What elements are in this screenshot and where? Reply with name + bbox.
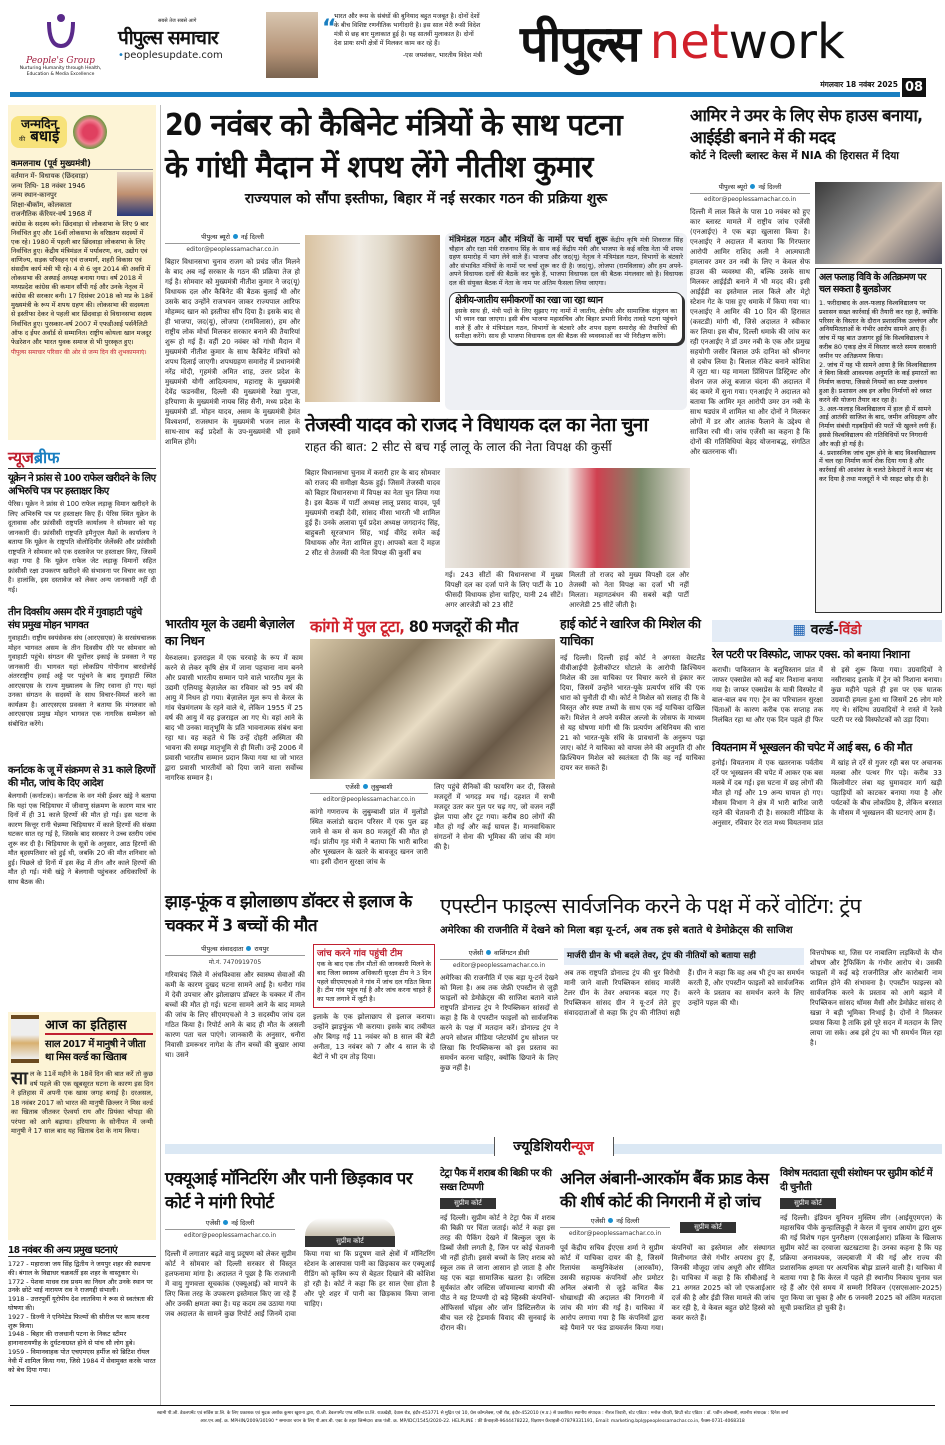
lead-headline-2: के गांधी मैदान में शपथ लेंगे नीतीश कुमार xyxy=(165,150,593,185)
dot-icon xyxy=(363,784,368,789)
brief-headline: यूक्रेन ने फ्रांस से 100 राफेल खरीदने के लिए अभिरुचि पत्र पर हस्ताक्षर किए xyxy=(8,473,156,497)
congo-headline-red: कांगो में पुल टूटा, xyxy=(310,617,405,636)
al-falah-point: 1. फरीदाबाद के अल-फलाह विश्वविद्यालय पर प्रशासन सख्त कार्रवाई की तैयारी कर रहा है, क्योंकि परिसर के विस्तार के दौरान प्रशासनिक उल्लंघन और अनियमितताओं के गंभीर आरोप सामने आए हैं। जांच में यह बात उजागर हुई कि विश्वविद्यालय ने करीब 80 एकड़ क्षेत्र में विस्तार करते समय सरकारी जमीन पर अतिक्रमण किया। xyxy=(819,299,938,360)
brief-item xyxy=(8,606,156,758)
brief-headline: तीन दिवसीय असम दौरे में गुवाहाटी पहुंचे संघ प्रमुख मोहन भागवत xyxy=(8,607,142,631)
peoples-group-emblem-icon xyxy=(41,12,81,52)
amir-arrest-photo xyxy=(815,182,942,264)
byline-place: नई दिल्ली xyxy=(240,233,264,241)
jhad-right-column xyxy=(313,944,435,1130)
judiciary-band xyxy=(165,1137,942,1161)
aqi-meta-row xyxy=(165,1218,435,1247)
byline-source: एजेंसी xyxy=(205,1219,221,1227)
quote-text: भारत और रूस के संबंधों की बुनियाद बहुत मजबूत है। दोनों देशों के बीच विशिष्ट रणनीतिक भागीदारी है। इस साल मेरी रूसी विदेश मंत्री से छह बार मुलाकात हुई है। यह सातवीं मुलाकात है। दोनों देश प्रायः सभी क्षेत्रों में मिलकर काम कर रहे हैं। xyxy=(334,13,481,47)
flower-bouquet-icon xyxy=(73,115,107,149)
issue-date: मंगलवार 18 नवंबर 2025 xyxy=(820,80,898,89)
birthday-fact: राजनीतिक कॅरियर-वर्ष 1968 में xyxy=(11,210,92,218)
group-tagline: Nurturing Humanity through Health, Education & Media Excellence xyxy=(19,66,102,77)
news-brief xyxy=(8,446,156,1006)
supreme-court-label: सुप्रीम कोर्ट xyxy=(305,1236,395,1247)
cabinet-box-body: केंद्रीय कृषि मंत्री शिवराज सिंह चौहान और रक्षा मंत्री राजनाथ सिंह के साथ कई केंद्रीय मंत्री और भाजपा के कई वरिष्ठ नेता भी शपथ ग्रहण समारोह में भाग लेने वाले हैं। भाजपा और जद(यू) नेतृत्व ने मंत्रिमंडल गठन, विभागों के बंटवारे और संभावित मंत्रियों के नामों पर चर्चा शुरू कर दी है। जद(यू), लोजपा (रामविलास) और हम अपने-अपने विधायक दलों की बैठकें कर चुके हैं, भाजपा विधायक दल की बैठक मंगलवार को है। विधायक दल की संयुक्त बैठक में नेता के नाम पर अंतिम फैसला लिया जाएगा। xyxy=(449,236,683,287)
congo-body-2: लिए पहुंचे सैनिकों की फायरिंग कर दी, जिससे मजदूरों में भगदड़ मच गई। दहशत में सभी मजदूर उतर कर पुल पर चढ़ गए, जो वजन नहीं झेल पाया और टूट गया। करीब 80 लोगों की मौत हो गई और कई घायल हैं। मानवाधिकार संगठनों ने सेना की भूमिका की जांच की मांग की है। xyxy=(434,783,555,851)
history-box xyxy=(8,1012,156,1240)
brief-headline: कर्नाटक के जू में संक्रमण से 31 काले हिरणों की मौत, जांच के दिए आदेश xyxy=(8,765,155,789)
network-title xyxy=(520,8,920,78)
birthday-fact: जन्म स्थान-कानपुर xyxy=(11,191,57,199)
world-window-band xyxy=(712,620,942,642)
tejashwi-text-3: मिलती तो राजद को मुख्य विपक्षी दल और तेजस्वी को नेता विपक्ष का दर्जा भी नहीं मिलता। महागठबंधन की सबसे बड़ी पार्टी आरजेडी 25 सीटें जीती है। xyxy=(569,571,689,609)
greene-box-body: अब तक राष्ट्रपति डोनाल्ड ट्रंप की धुर विरोधी मानी जाने वाली रिपब्लिकन सांसद मार्जरी टेलर ग्रीन के तेवर अचानक बदल गए हैं। रिपब्लिकन सांसद ग्रीन ने यू-टर्न लेते हुए संवाददाताओं से कहा कि ट्रंप की नीतियां सही हैं। ग्रीन ने कहा कि वह अब भी ट्रंप का समर्थन करती हैं, और एपस्टीन फाइलों को सार्वजनिक करने के प्रस्ताव का समर्थन करने के लिए उन्होंने पहल की थी। xyxy=(564,969,804,1017)
judiciary-story-ambani xyxy=(560,1167,775,1402)
byline xyxy=(165,232,300,244)
judiciary-story-sir xyxy=(780,1167,942,1402)
group-name: People's Group xyxy=(26,56,95,66)
judiciary-title-a: ज्यूडिशियरी xyxy=(513,1139,572,1155)
news-brief-title-b: ब्रीफ xyxy=(33,448,60,467)
world-window xyxy=(712,620,942,882)
amir-headline: आमिर ने उमर के लिए सेफ हाउस बनाया, आईईडी बनाने में की मदद xyxy=(690,106,923,147)
dot-icon xyxy=(750,184,755,189)
email-link[interactable]: editor@peoplessamachar.co.in xyxy=(322,796,416,803)
cabinet-box xyxy=(445,233,687,410)
judiciary-title-b: न्यूज xyxy=(571,1139,594,1155)
byline-place: वाशिंगटन डीसी xyxy=(494,949,530,957)
news-brief-title xyxy=(8,446,156,469)
history-header xyxy=(11,1015,153,1064)
dot-icon xyxy=(246,946,251,951)
quote-box xyxy=(322,12,482,90)
aqi-body: दिल्ली में लगातार बढ़ते वायु प्रदूषण को लेकर सुप्रीम कोर्ट ने सोमवार को दिल्ली सरकार से विस्तृत हलफनामा मांगा है। अदालत ने पूछा है कि राजधानी में वायु गुणवत्ता सूचकांक (एक्यूआई) को मापने के लिए किस तरह के उपकरण इस्तेमाल किए जा रहे हैं और उनकी क्षमता क्या है। यह कदम तब उठाया गया जब अदालत के सामने कुछ रिपोर्ट आईं जिनमें दावा किया गया था कि प्रदूषण वाले क्षेत्रों में मॉनिटरिंग स्टेशन के आसपास पानी का छिड़काव कर एक्यूआई रीडिंग को कृत्रिम रूप से बेहतर दिखाने की कोशिश हो रही है। कोर्ट ने कहा कि हर साल ऐसा होता है और पूरे शहर में पानी का छिड़काव किया जाना चाहिए। xyxy=(165,1250,435,1318)
al-falah-point: 2. जांच में यह भी सामने आया है कि विश्वविद्यालय ने बिना किसी आवश्यक अनुमति के कई इमारतों का निर्माण कराया, जिससे नियमों का स्पष्ट उल्लंघन हुआ है। प्रशासन अब इन अवैध निर्माणों को ध्वस्त करने की योजना तैयार कर रहा है। xyxy=(819,360,937,404)
judiciary-title xyxy=(494,1137,614,1156)
byline xyxy=(310,782,428,794)
email-link[interactable]: editor@peoplessamachar.co.in xyxy=(183,1232,277,1239)
tejashwi-subhead: राहत की बात: 2 सीट से बच गई लालू के लाल की नेता विपक्ष की कुर्सी xyxy=(305,440,612,454)
birthday-fact: शिक्षा-बीकॉम, कोलकाता xyxy=(11,200,72,209)
ambani-meta-row xyxy=(560,1216,775,1241)
jhad-body-2: इलाके के एक झोलाछाप से इलाज कराया। उन्होंने झाड़फूंक भी कराया। इसके बाद तबीयत और बिगड़ गई 11 नवंबर को 8 साल की बेटी अनीता, 13 नवंबर को 7 और 4 साल के दो बेटों ने भी दम तोड़ दिया। xyxy=(313,1012,435,1061)
birthday-facts-row xyxy=(11,172,153,220)
byline-source: एजेंसी xyxy=(345,783,360,791)
tejashwi-text-2: गई। 243 सीटों की विधानसभा में मुख्य विपक्षी दल का दर्जा पाने के लिए पार्टी के 10 फीसदी विधायक होना चाहिए, यानी 24 सीटें। अगर आरजेडी को 23 सीटें xyxy=(445,571,563,609)
globe-window-icon: ▦ xyxy=(792,622,806,638)
byline-source: पीपुल्स ब्यूरो xyxy=(718,183,748,191)
amir-story xyxy=(690,105,942,615)
dot-icon xyxy=(608,1218,613,1223)
lead-text-column xyxy=(165,232,300,446)
birthday-fact: वर्तमान में- विधायक (छिंदवाड़ा) xyxy=(11,172,89,180)
supreme-court-label: सुप्रीम कोर्ट xyxy=(680,1222,736,1233)
byline-source: पीपुल्स ब्यूरो xyxy=(201,233,230,241)
aqi-byline-block xyxy=(165,1218,295,1243)
birthday-fact: जन्म तिथि- 18 नवंबर 1946 xyxy=(11,181,86,190)
masthead-rule xyxy=(10,92,900,97)
supreme-court-label: सुप्रीम कोर्ट xyxy=(440,1198,496,1209)
bezalel-body: येरुशलम। इजराइल में एक चरवाहे के रूप में काम करने से लेकर कृषि क्षेत्र में जाना पहचाना नाम बनने और प्रवासी भारतीय सम्मान पाने वाले भारतीय मूल के उद्यमी एलियाहू बेज़ालेल का रविवार को 95 वर्ष की आयु में निधन हो गया। बेज़ालेल मूल रूप से केरल के गांव चेन्नमंगलम के रहने वाले थे, लेकिन 1955 में 25 वर्ष की आयु में वह इजराइल आ गए थे। वहां आने के बाद भी उनका मातृभूमि के प्रति भावनात्मक संबंध बना रहा था। वह कहते थे कि उन्हें दोहरी अस्मिता की भावना की समझ मातृभूमि से ही मिली। उन्हें 2006 में प्रवासी भारतीय सम्मान प्रदान किया गया था जो भारत द्वारा प्रवासी भारतीयों को दिया जाने वाला सर्वोच्च नागरिक सम्मान है। xyxy=(165,654,303,782)
birthday-wish: पीपुल्स समाचार परिवार की ओर से जन्म दिन की शुभकामनाएं। xyxy=(11,348,147,356)
epstein-subhead: अमेरिका की राजनीति में देखने को मिला बड़ा यू-टर्न, अब तक इसे बताते थे डेमोक्रेट्स की साजिश xyxy=(440,925,793,936)
lead-headline: 20 नवंबर को कैबिनेट मंत्रियों के साथ पटना xyxy=(165,108,623,143)
bezalel-headline: भारतीय मूल के उद्यमी बेज़ालेल का निधन xyxy=(165,616,294,648)
brief-item xyxy=(8,764,156,907)
al-falah-title: अल फलाह विवि के अतिक्रमण पर चल सकता है बुलडोजर xyxy=(819,272,926,295)
congo-story xyxy=(310,615,555,880)
events-title: 18 नवंबर की अन्य प्रमुख घटनाएं xyxy=(8,1242,156,1257)
jhad-story xyxy=(165,890,435,1130)
email-link[interactable]: editor@peoplessamachar.co.in xyxy=(703,196,797,203)
history-body-text: ल के 11वें महीने के 18वें दिन की बात करें तो कुछ वर्ष पहले की एक खूबसूरत घटना के कारण इस दिन ने इतिहास में अपनी एक खास जगह बनाई है। दरअसल, 18 नवंबर 2017 को भारत की मानुषी छिल्लर ने मिस वर्ल्ड का खिताब जीतकर ऐश्वर्या राय और प्रियंका चोपड़ा की परंपरा को आगे बढ़ाया। हरियाणा के सोनीपत में जन्मी मानुषी ने 17 साल बाद यह खिताब देश के नाम किया। xyxy=(11,1070,153,1135)
amir-text-column xyxy=(690,182,810,615)
jhad-headline: झाड़-फूंक व झोलाछाप डॉक्टर से इलाज के चक्कर में 3 बच्चों की मौत xyxy=(165,892,412,936)
birthday-header xyxy=(11,108,153,156)
title-net: net xyxy=(649,14,729,70)
al-falah-point: 4. प्रशासनिक जांच शुरू होने के बाद विश्वविद्यालय में चल रहा निर्माण कार्य रोक दिया गया है और कार्रवाई की आशंका के चलते ठेकेदारों ने काम बंद कर दिया है तथा मजदूरों ने भी साइट छोड़ दी है। xyxy=(819,448,936,483)
supreme-court-dome xyxy=(305,1218,395,1236)
birthday-title-big: बधाई xyxy=(30,127,60,145)
greene-box-title: मार्जरी ग्रीन के भी बदले तेवर, ट्रंप की नीतियों को बताया सही xyxy=(564,948,804,965)
al-falah-box xyxy=(815,268,942,613)
epstein-text-column xyxy=(440,948,558,1130)
sir-body: नई दिल्ली। इंडियन यूनियन मुस्लिम लीग (आईयूएमएल) के महासचिव पीके कुन्हालिकुट्टी ने केरल में चुनाव आयोग द्वारा शुरू की गई विशेष गहन पुनरीक्षण (एसआईआर) प्रक्रिया के खिलाफ सुप्रीम कोर्ट का दरवाजा खटखटाया है। उनका कहना है कि यह प्रक्रिया अनावश्यक, जल्दबाजी में की गई और राज्य की प्रशासनिक क्षमता पर अत्यधिक बोझ डालने वाली है। याचिका में बताया गया है कि केरल में पहले ही स्थानीय निकाय चुनाव चल रहे हैं और ऐसे समय में सम्मरी रिविजन (एसएसआर-2025) पूरा किया जा चुका है और 6 जनवरी 2025 को अंतिम मतदाता सूची प्रकाशित हो चुकी है। xyxy=(780,1214,942,1312)
epstein-body-3: वित्तपोषक था, जिस पर नाबालिग लड़कियों के यौन शोषण और ट्रैफिकिंग के गंभीर आरोप थे। उसकी फाइलों में कई बड़े राजनीतिज्ञ और कारोबारी नाम शामिल होने की संभावना है। एपस्टीन फाइल्स को सार्वजनिक करने के प्रस्ताव को आगे बढ़ाने में रिपब्लिकन सांसद थॉमस मैसी और डेमोक्रेट सांसद रो खन्ना ने बड़ी भूमिका निभाई है। दोनों ने मिलकर प्रयास किया है ताकि इसे पूरे सदन में मतदान के लिए लाया जा सके। अब इसे ट्रंप का भी समर्थन मिल रहा है। xyxy=(810,949,942,1047)
highcourt-headline: हाई कोर्ट ने खारिज की मिशेल की याचिका xyxy=(560,616,701,648)
caste-box-body: इसके साथ ही, मंत्री पदों के लिए सुझाए गए नामों में जातीय, क्षेत्रीय और सामाजिक संतुलन का भी ध्यान रखा जाएगा। इसी बीच भाजपा महासचिव और बिहार प्रभारी विनोद तावड़े पटना पहुंचने वाले हैं और वे मंत्रिमंडल गठन, विभागों के बंटवारे और शपथ ग्रहण समारोह की तैयारियों की समीक्षा करेंगे। साथ ही भाजपा विधायक दल की बैठक की व्यवस्थाओं का भी निरीक्षण करेंगे। xyxy=(455,306,677,341)
byline xyxy=(165,1218,295,1230)
congo-headline-black: 80 मजदूरों की मौत xyxy=(408,617,518,636)
imprint-line: स्वामी पी.जी. डेवलपमेंट एवं सर्विस प्रा.लि. के लिए प्रकाशक एवं मुद्रक अशोक कुमार खुराना द्वारा, पी.जी. डेवलपमेंट एण्ड सर्विस प्रा.लि. राऊखेड़ी, देवास रोड, इंदौर-453771 से मुद्रित एवं 10, प्रेस कॉम्प्लेक्स, एबी रोड, इंदौर-452010 (म.प्र.) से प्रकाशित। स्थानीय संपादक : नीरज तिवारी, स्टेट एडिटर : मनोज चौधरी, डिप्टी स्टेट एडिटर : डॉ. पर्वीन ओम्बासी, स्थानीय संपादक : दिनेश शर्मा xyxy=(156,1411,789,1416)
byline-place: रायपुर xyxy=(254,945,269,953)
byline-place: नई दिल्ली xyxy=(616,1217,640,1225)
history-dropcap: सा xyxy=(11,1068,28,1089)
congo-headline xyxy=(310,615,555,639)
event-item: 1918 - उत्तरपूर्वी यूरोपीय देश लातविया ने रूस से स्वतंत्रता की घोषणा की। xyxy=(8,1295,154,1312)
brief-body: पेरिस। यूक्रेन ने फ्रांस से 100 राफेल लड़ाकू विमान खरीदने के लिए अभिरुचि पत्र पर हस्ताक्षर किए हैं। पेरिस स्थित यूक्रेन के दूतावास और फ्रांसीसी राष्ट्रपति कार्यालय ने सोमवार को यह जानकारी दी। फ्रांसीसी राष्ट्रपति इमैनुएल मैक्रों के कार्यालय ने बताया कि यूक्रेन के राष्ट्रपति वोलोदिमीर जेलेंस्की और फ्रांसीसी राष्ट्रपति ने सोमवार को एक दस्तावेज पर हस्ताक्षर किए, जिसमें कहा गया है कि यूक्रेन राफेल जेट लड़ाकू विमानों सहित फ्रांसीसी रक्षा उपकरण खरीदने की संभावना पर विचार कर रहा है। हालांकि, इस दस्तावेज को लेकर अन्य जानकारी नहीं दी गई। xyxy=(8,500,156,594)
bridge-collapse-photo xyxy=(310,639,555,779)
column-divider xyxy=(160,105,161,1405)
page-number: 08 xyxy=(902,78,926,97)
world-body: कराची। पाकिस्तान के बलूचिस्तान प्रांत में जाफर एक्सप्रेस को कई बार निशाना बनाया गया है। जाफर एक्सप्रेस के यात्री विस्फोट में बाल-बाल बच गए। ट्रेन का परिचालन सुरक्षा चिंताओं के कारण करीब एक सप्ताह तक निलंबित रहा था और एक दिन पहले ही फिर से इसे शुरू किया गया। उग्रवादियों ने नसीराबाद इलाके में ट्रेन को निशाना बनाया। कुछ महीने पहले ही इस पर एक घातक उग्रवादी हमला हुआ था जिसमें 26 लोग मारे गए थे। संदिग्ध उग्रवादियों ने रास्ते में रेलवे पटरी पर रखे विस्फोटकों को उड़ा दिया। xyxy=(712,666,942,724)
history-body xyxy=(11,1070,153,1137)
epstein-headline: एपस्टीन फाइल्स सार्वजनिक करने के पक्ष में करें वोटिंग: ट्रंप xyxy=(440,894,861,918)
tejashwi-photo xyxy=(445,468,690,568)
highcourt-story xyxy=(560,615,705,880)
event-item: 1948 - बिहार की राजधानी पटना के निकट स्टीमर हानानारायणीह के दुर्घटनाग्रस्त होने से पांच सौ लोग डूबे। xyxy=(8,1330,135,1348)
bezalel-story xyxy=(165,615,303,880)
ambani-body: पूर्व केंद्रीय सचिव ईएएस शर्मा ने सुप्रीम कोर्ट में याचिका दायर की है, जिसमें रिलायंस कम्युनिकेशंस (आरकॉम), उसकी सहायक कंपनियों और प्रमोटर अनिल अंबानी से जुड़े कथित बैंक धोखाधड़ी की अदालत की निगरानी में जांच की मांग की गई है। याचिका में आरोप लगाया गया है कि कंपनियों द्वारा बड़े पैमाने पर फंड डायवर्जन किया गया। कंपनियों का इस्तेमाल और संस्थागत मिलीभगत जैसे गंभीर अपराध हुए हैं, जिनकी मौजूदा जांच अधूरी और सीमित है। याचिका में कहा है कि सीबीआई ने 21 अगस्त 2025 को जो एफआईआर दर्ज की है और ईडी जिस मामले की जांच कर रही है, वे केवल बहुत छोटे हिस्से को कवर करते हैं। xyxy=(560,1244,775,1332)
congo-body: कांगो गणराज्य के लुबुम्बाशी प्रांत में मुलोंडो स्थित कलांडो खदान परिसर में एक पुल ढह जाने से कम से कम 80 मजदूरों की मौत हो गई। प्रांतीय गृह मंत्री ने बताया कि भारी बारिश और भूस्खलन के खतरे के बावजूद खनन जारी था। इसी दौरान सुरक्षा जांच के xyxy=(310,808,428,866)
tejashwi-headline: तेजस्वी यादव को राजद ने विधायक दल का नेता चुना xyxy=(305,414,648,436)
byline-place: नई दिल्ली xyxy=(758,183,782,191)
world-title-a: वर्ल्ड- xyxy=(810,622,839,638)
congo-columns xyxy=(310,782,555,879)
event-item: 1772 - पेशवा माधव राव प्रथम का निधन और उनके स्थान पर उनके छोटे भाई नारायण राव ने राजगद्दी संभाली। xyxy=(8,1277,153,1295)
caste-equation-box xyxy=(449,292,683,344)
brief-item xyxy=(8,472,156,600)
sir-headline: विशेष मतदाता सूची संशोधन पर सुप्रीम कोर्ट में दी चुनौती xyxy=(780,1168,933,1193)
nitish-governor-photo xyxy=(305,235,440,402)
tetra-headline: टेट्रा पैक में शराब की बिक्री पर की सख्त टिप्पणी xyxy=(440,1168,552,1193)
brief-body: बेलगावी (कर्नाटक)। कर्नाटक के वन मंत्री ईश्वर खंड्रे ने बताया कि यहां एक चिड़ियाघर में जीवाणु संक्रमण के कारण मात्र चार दिनों में ही 31 काले हिरणों की मौत हो गई। इस घटना के कारण कित्तूर रानी चेन्नम्मा चिड़ियाघर में काले हिरणों की संख्या घटकर सात रह गई है, जिसके बाद सरकार ने उच्च स्तरीय जांच शुरू कर दी है। चिड़ियाघर के सूत्रों के अनुसार, आठ हिरणों की मौत बृहस्पतिवार को हुई थी, जबकि 20 की मौत शनिवार को हुई। पिछले दो दिनों में इस केंद्र में तीन और काले हिरणों की मौत हो गई। मंत्री खंड्रे ने बेलगावी पहुंचकर अधिकारियों के साथ बैठक की। xyxy=(8,792,156,886)
quote-mark-icon: “ xyxy=(322,16,337,41)
title-work: work xyxy=(728,14,845,70)
history-heading xyxy=(45,1015,153,1064)
byline xyxy=(165,944,305,956)
email-link[interactable]: editor@peoplessamachar.co.in xyxy=(568,1230,662,1237)
history-events xyxy=(8,1242,156,1402)
highcourt-body: नई दिल्ली। दिल्ली हाई कोर्ट ने अगस्ता वेस्टलैंड वीवीआईपी हेलीकॉप्टर घोटाले के आरोपी क्रिश्चियन मिशेल की उस याचिका पर विचार करने से इंकार कर दिया, जिसमें उन्होंने भारत-यूके प्रत्यर्पण संधि की एक धारा को चुनौती दी थी। कोर्ट ने मिशेल को सलाह दी कि वे विस्तृत और स्पष्ट तथ्यों के साथ एक नई याचिका दाखिल करें। मिशेल ने अपने वकील अल्जो के जोसफ के माध्यम से यह घोषणा मांगी थी कि प्रत्यर्पण अधिनियम की धारा 21 को भारत-यूके संधि के प्रावधानों के अनुरूप पढ़ा जाए। कोर्ट ने याचिका को वापस लेने की अनुमति दी और क्रिश्चियन मिशेल को स्वतंत्रता दी कि वह नई याचिका दायर कर सकते हैं। xyxy=(560,654,705,772)
globe-icon: • xyxy=(118,50,124,61)
website-link[interactable] xyxy=(118,50,263,61)
al-falah-point: 3. अल-फलाह विश्वविद्यालय में हाल ही में सामने आई आतंकी साजिश के बाद, जमीन अधिग्रहण और निर्माण संबंधी गड़बड़ियों की परतें भी खुलने लगी हैं। इससे विश्वविद्यालय की गतिविधियों पर निगरानी और कड़ी हो गई है। xyxy=(819,404,937,448)
world-body: हनोई। वियतनाम में एक खतरनाक पर्वतीय दर्रे पर भूस्खलन की चपेट में आकर एक बस मलबे में दब गई। इस घटना में छह लोगों की मौत हो गई और 19 अन्य घायल हो गए। मौसम विभाग ने क्षेत्र में भारी बारिश जारी रहने की चेतावनी दी है। सरकारी मीडिया के अनुसार, रविवार देर रात मध्य वियतनाम प्रांत में खांह ले दर्रे से गुजर रही बस पर अचानक मलबा और पत्थर गिर पड़े। करीब 33 किलोमीटर लंबा यह घुमावदार मार्ग खड़ी पहाड़ियों को काटकर बनाया गया है और पर्यटकों के बीच लोकप्रिय है, लेकिन बरसात के मौसम में भूस्खलन की घटनाएं आम हैं। xyxy=(712,759,942,827)
world-headline: वियतनाम में भूस्खलन की चपेट में आई बस, 6 की मौत xyxy=(712,741,912,754)
team-box xyxy=(313,944,435,1008)
dot-icon xyxy=(223,1220,228,1225)
hourglass-icon xyxy=(11,1015,39,1063)
ambani-headline: अनिल अंबानी-आरकॉम बैंक फ्राड केस की शीर्ष कोर्ट की निगरानी में हो जांच xyxy=(560,1169,769,1211)
amir-body: दिल्ली में लाल किले के पास 10 नवंबर को हुए कार ब्लास्ट मामले में राष्ट्रीय जांच एजेंसी (एनआईए) ने एक बड़ा खुलासा किया है। एनआईए ने अदालत में बताया कि गिरफ्तार आरोपी आमिर राशिद अली ने आत्मघाती हमलावर उमर उन नबी के लिए न केवल सेफ हाउस की व्यवस्था की, बल्कि उसके साथ मिलकर आईईडी बनाने में भी मदद की। इसी आईईडी का इस्तेमाल लाल किले और मेट्रो स्टेशन गेट के पास हुए धमाके में किया गया था। एनआईए ने आमिर की 10 दिन की हिरासत (कस्टडी) मांगी थी, जिसे अदालत ने स्वीकार कर लिया। इस बीच, दिल्ली धमाके की जांच कर रही एनआईए ने डॉ उमर नबी के एक और प्रमुख सहयोगी जसीर बिलाल उर्फ दानिश को श्रीनगर से दबोच लिया है। बिलाल रॉकेट बनाने कोशिश में जुटा था। यह मामला प्रिंसिपल डिस्ट्रिक्ट और सेशन जज अंजू बजाज चंदना की अदालत में बंद कमरे में सुना गया। एनआईए ने अदालत को बताया कि आमिर मृत आरोपी उमर उन नबी के साथ षड्यंत्र में शामिल था और दोनों ने मिलकर लोगों में डर और आतंक फैलाने के उद्देश्य से साजिश रची थी। जांच एजेंसी का कहना है कि दोनों की गतिविधियां बेहद योजनाबद्ध, संगठित और खतरनाक थीं। xyxy=(690,208,810,456)
greene-box xyxy=(564,948,804,1126)
jaishankar-photo xyxy=(266,12,318,78)
tejashwi-body: बिहार विधानसभा चुनाव में करारी हार के बाद सोमवार को राजद की समीक्षा बैठक हुई। जिसमें तेजस्वी यादव को बिहार विधानसभा में विपक्ष का नेता चुन लिया गया है। इस बैठक में पार्टी अध्यक्ष लालू प्रसाद यादव, पूर्व मुख्यमंत्री राबड़ी देवी, सांसद मीसा भारती भी शामिल हुई हैं। उनके अलावा पूर्व प्रदेश अध्यक्ष जगदानंद सिंह, बाहुबली सूरजभान सिंह, भाई वीरेंद्र समेत कई विधायक और नेता शामिल हुए। आपको बता दें महज 2 सीट से तेजस्वी की नेता विपक्ष की कुर्सी बच xyxy=(305,469,440,557)
byline-source: एजेंसी xyxy=(590,1217,606,1225)
team-box-title: जांच करने गांव पहुंची टीम xyxy=(317,949,403,959)
byline-source: एजेंसी xyxy=(468,949,484,957)
caste-box-title: क्षेत्रीय-जातीय समीकरणों का रखा जा रहा ध्यान xyxy=(455,294,603,306)
birthday-box xyxy=(8,105,156,440)
history-title: आज का इतिहास xyxy=(45,1015,153,1035)
peoples-group-logo xyxy=(18,12,103,90)
birthday-body: कांग्रेस के सदस्य बने। छिंदवाड़ा से लोकसभा के लिए 9 बार निर्वाचित हुए और 16वीं लोकसभा के वरिष्ठतम सदस्यों में एक रहे। 1980 में पहली बार छिंदवाड़ा लोकसभा के लिए निर्वाचित हुए। केंद्रीय मंत्रिमंडल में पर्यावरण, वन, उद्योग एवं वाणिज्य, सड़क परिवहन एवं राजमार्ग, शहरी विकास एवं संसदीय कार्य मंत्री भी रहे। 4 से 6 जून 2014 की अवधि में लोकसभा की अस्थाई अध्यक्ष बनाया गया। वर्ष 2018 में मध्यप्रदेश कांग्रेस की कमान सौंपी गई और उनके नेतृत्व में कांग्रेस की सरकार बनी। 17 दिसंबर 2018 को मप्र के 18वें मुख्यमंत्री के रूप में शपथ ग्रहण की। लोकसभा की सदस्यता से इस्तीफा देकर वे पहली बार छिंदवाड़ा से विधानसभा सदस्य निर्वाचित हुए। पुरस्कार-वर्ष 2007 में एफडीआई पर्सनैलिटी ऑफ द ईयर अवॉर्ड से सम्मानित। राष्ट्रीय कोयला खान मजदूर फेडरेशन और भारत युवक समाज से भी पुरस्कृत हुए। xyxy=(11,219,153,346)
jhad-columns xyxy=(165,944,435,1130)
masthead xyxy=(0,0,945,100)
phone-number: मो.नं. 7470919705 xyxy=(208,959,262,966)
jhad-body: गरियाबंद जिले में अंधविश्वास और स्वास्थ्य सेवाओं की कमी के कारण दुखद घटना सामने आई है। धनौरा गांव में देवी उपचार और झोलाछाप डॉक्टर के चक्कर में तीन बच्चों की मौत हो गई। घटना सामने आने के बाद मामले की जांच के लिए सीएमएचओ ने 3 सदस्यीय जांच दल गठित किया है। रिपोर्ट आने के बाद ही मौत के असली कारण पता चल पाएंगे। जानकारी के अनुसार, धनौरा निवासी डमरूधर नागेश के तीन बच्चों की बुखार आया था। उसने xyxy=(165,971,305,1059)
event-item: 1959 - विमानवाहक पोत एचएमएस हर्मीज को ब्रिटिश रॉयल नेवी में शामिल किया गया, जिसे 1984 में सेवामुक्त करके भारत को बेच दिया गया। xyxy=(8,1347,156,1374)
byline-source: पीपुल्स संवाददाता xyxy=(201,945,244,953)
title-hindi: पीपुल्स xyxy=(520,15,639,73)
imprint-footer xyxy=(10,1405,935,1443)
byline xyxy=(560,1216,670,1228)
judiciary-story-aqi xyxy=(165,1167,435,1402)
brief-body: गुवाहाटी। राष्ट्रीय स्वयंसेवक संघ (आरएसएस) के सरसंघचालक मोहन भागवत असम के तीन दिवसीय दौरे पर सोमवार को गुवाहाटी पहुंचे। संगठन की पूर्वोत्तर इकाई के प्रवक्ता ने यह जानकारी दी। भागवत यहां लोकप्रिय गोपीनाथ बारदोलोई अंतरराष्ट्रीय हवाई अड्डे पर पहुंचने के बाद गुवाहाटी स्थित आरएसएस के राज्य मुख्यालय के लिए रवाना हो गए। यहां उनका संगठन के सदस्यों के साथ विचार-विमर्श करने का कार्यक्रम है। आरएसएस प्रवक्ता ने बताया कि मंगलवार को आरएसएस प्रमुख मोहन भागवत एक नागरिक सम्मेलन को संबोधित करेंगे। xyxy=(8,634,156,728)
birthday-person-name: कमलनाथ (पूर्व मुख्यमंत्री) xyxy=(11,158,153,170)
cabinet-box-text xyxy=(449,236,683,288)
epstein-story xyxy=(440,890,942,1130)
kamalnath-photo xyxy=(117,172,153,216)
cabinet-box-lead: मंत्रिमंडल गठन और मंत्रियों के नामों पर चर्चा शुरू xyxy=(449,235,608,245)
birthday-title-ki: की xyxy=(19,136,26,143)
byline-place: लुबुम्बाशी xyxy=(370,783,393,791)
world-headline: रेल पटरी पर विस्फोट, जाफर एक्स. को बनाया निशाना xyxy=(712,648,910,661)
byline xyxy=(440,948,558,960)
paper-logo xyxy=(118,18,263,78)
ambani-byline-block xyxy=(560,1216,670,1241)
event-item: 1727 - महाराजा जय सिंह द्वितीय ने जयपुर शहर की स्थापना की। बंगाल के विद्याधर चक्रवर्ती इस शहर के वास्तुकार थे। xyxy=(8,1260,151,1277)
birthday-title xyxy=(11,116,67,148)
website-text: peoplesupdate.com xyxy=(123,50,223,61)
jhad-left-column xyxy=(165,944,305,1130)
tejashwi-story xyxy=(305,412,690,607)
dot-icon xyxy=(486,950,491,955)
congo-left-column xyxy=(310,782,428,879)
paper-kicker: सबसे तेज सबसे आगे xyxy=(158,18,197,24)
epstein-body: अमेरिका की राजनीति में एक बड़ा यू-टर्न देखने को मिला है। अब तक जेफ्री एपस्टीन से जुड़ी फाइलों को डेमोक्रेट्स की साजिश बताने वाले राष्ट्रपति डोनाल्ड ट्रंप ने रिपब्लिकन सांसदों से कहा है कि वे एपस्टीन फाइलों को सार्वजनिक करने के पक्ष में मतदान करें। डोनाल्ड ट्रंप ने अपने सोशल मीडिया प्लेटफॉर्म ट्रुथ सोशल पर लिखा कि रिपब्लिकन्स को इस प्रस्ताव का समर्थन करना चाहिए, क्योंकि छिपाने के लिए कुछ नहीं है। xyxy=(440,974,558,1072)
byline xyxy=(690,182,810,194)
amir-subhead: कोर्ट ने दिल्ली ब्लास्ट केस में NIA की हिरासत में दिया xyxy=(690,150,900,162)
birthday-facts xyxy=(11,172,114,220)
judiciary-story-tetra xyxy=(440,1167,555,1402)
history-headline: साल 2017 में मानुषी ने जीता था मिस वर्ल्ड का खिताब xyxy=(45,1039,146,1063)
team-box-body: एक के बाद एक तीन मौतों की जानकारी मिलने के बाद जिला स्वास्थ्य अधिकारी सुरक्षा टीम ने 3 दिन पहले सीएमएचओ ने गांव में जांच दल गठित किया है। टीम गांव पहुंच गई है और जांच करना चाहते हैं का पता लगाने में जुटी है। xyxy=(317,960,431,1004)
dot-icon xyxy=(233,234,238,239)
event-item: 1927 - डिज्नी ने एनिमेटेड फिल्मों की सीरीज पर काम करना शुरू किया। xyxy=(8,1312,150,1330)
supreme-court-label: सुप्रीम कोर्ट xyxy=(780,1198,836,1209)
byline-place: नई दिल्ली xyxy=(231,1219,255,1227)
supreme-court-image xyxy=(305,1218,395,1247)
lead-subhead: राज्यपाल को सौंपा इस्तीफा, बिहार में नई सरकार गठन की प्रक्रिया शुरू xyxy=(244,191,608,207)
tetra-body: नई दिल्ली। सुप्रीम कोर्ट ने टेट्रा पैक में शराब की बिक्री पर चिंता जताई। कोर्ट ने कहा इस तरह की पैकिंग देखने में बिल्कुल जूस के डिब्बों जैसी लगती है, जिन पर कोई चेतावनी भी नहीं होती। इससे बच्चों के लिए शराब को स्कूल तक ले जाना आसान हो जाता है और यह एक बड़ा सामाजिक खतरा है। जस्टिस सूर्यकांत और जस्टिस जॉयमाल्या बागची की पीठ ने यह टिप्पणी दो बड़े व्हिस्की कंपनियों-ऑफिसर्स चॉइस और जॉन डिस्टिलरीज के बीच चल रहे ट्रेडमार्क विवाद की सुनवाई के दौरान की। xyxy=(440,1214,555,1332)
aqi-headline: एक्यूआई मॉनिटरिंग और पानी छिड़काव पर कोर्ट ने मांगी रिपोर्ट xyxy=(165,1169,413,1213)
news-brief-title-a: न्यूज xyxy=(8,448,34,467)
birthday-title-small: जन्मदिन xyxy=(21,117,58,131)
paper-name: पीपुल्स समाचार xyxy=(118,27,218,49)
imprint-line: आर.एन.आई. क्र. MPHIN/2009/30190 * समाचार चयन के लिए पी.आर.बी. एक्ट के तहत जिम्मेदार। डाक पंजी. क्र. MP/IDC/1545/2020-22. HELPLINE : फ्री फ्रेंचाइजी-9644478222, विज्ञापन फ्रेंचाइजी-07879331191, Email: marketing.bpl@peoplessamachar.co.in, फैक्स-0731-4068318 xyxy=(200,1419,745,1424)
email-link[interactable]: editor@peoplessamachar.co.in xyxy=(452,962,546,969)
quote-author: -एस जयशंकर, भारतीय विदेश मंत्री xyxy=(402,52,482,59)
lead-body: बिहार विधानसभा चुनाव राजग को प्रचंड जीत मिलने के बाद अब नई सरकार के गठन की प्रक्रिया तेज हो गई है। सोमवार को मुख्यमंत्री नीतीश कुमार ने जद(यू) विधायक दल और कैबिनेट की बैठक बुलाई थी और उसके बाद उन्होंने राजभवन जाकर राज्यपाल आरिफ मोहम्मद खान को इस्तीफा सौंप दिया है। इसके बाद से ही भाजपा, जद(यू), लोजपा (रामविलास), हम और राष्ट्रीय लोक मोर्चा मिलकर सरकार बनाने की तैयारियां शुरू हो गई हैं। वहीं 20 नवंबर को गांधी मैदान में मुख्यमंत्री नीतीश कुमार के साथ कैबिनेट मंत्रियों को शपथ दिलाई जाएगी। शपथग्रहण समारोह में प्रधानमंत्री नरेंद्र मोदी, गृहमंत्री अमित शाह, उत्तर प्रदेश के मुख्यमंत्री योगी आदित्यनाथ, महाराष्ट्र के मुख्यमंत्री देवेंद्र फडनवीस, दिल्ली की मुख्यमंत्री रेखा गुप्ता, हरियाणा के मुख्यमंत्री नायब सिंह सैनी, मध्य प्रदेश के मुख्यमंत्री डॉ. मोहन यादव, असम के मुख्यमंत्री हेमंत विश्वशर्मा, राजस्थान के मुख्यमंत्री भजन लाल के साथ-साथ कई प्रदेशों के उप-मुख्यमंत्री भी इसमें शामिल होंगे। xyxy=(165,258,300,446)
email-link[interactable]: editor@peoplessamachar.co.in xyxy=(186,246,279,253)
world-title-b: विंडो xyxy=(838,622,862,638)
